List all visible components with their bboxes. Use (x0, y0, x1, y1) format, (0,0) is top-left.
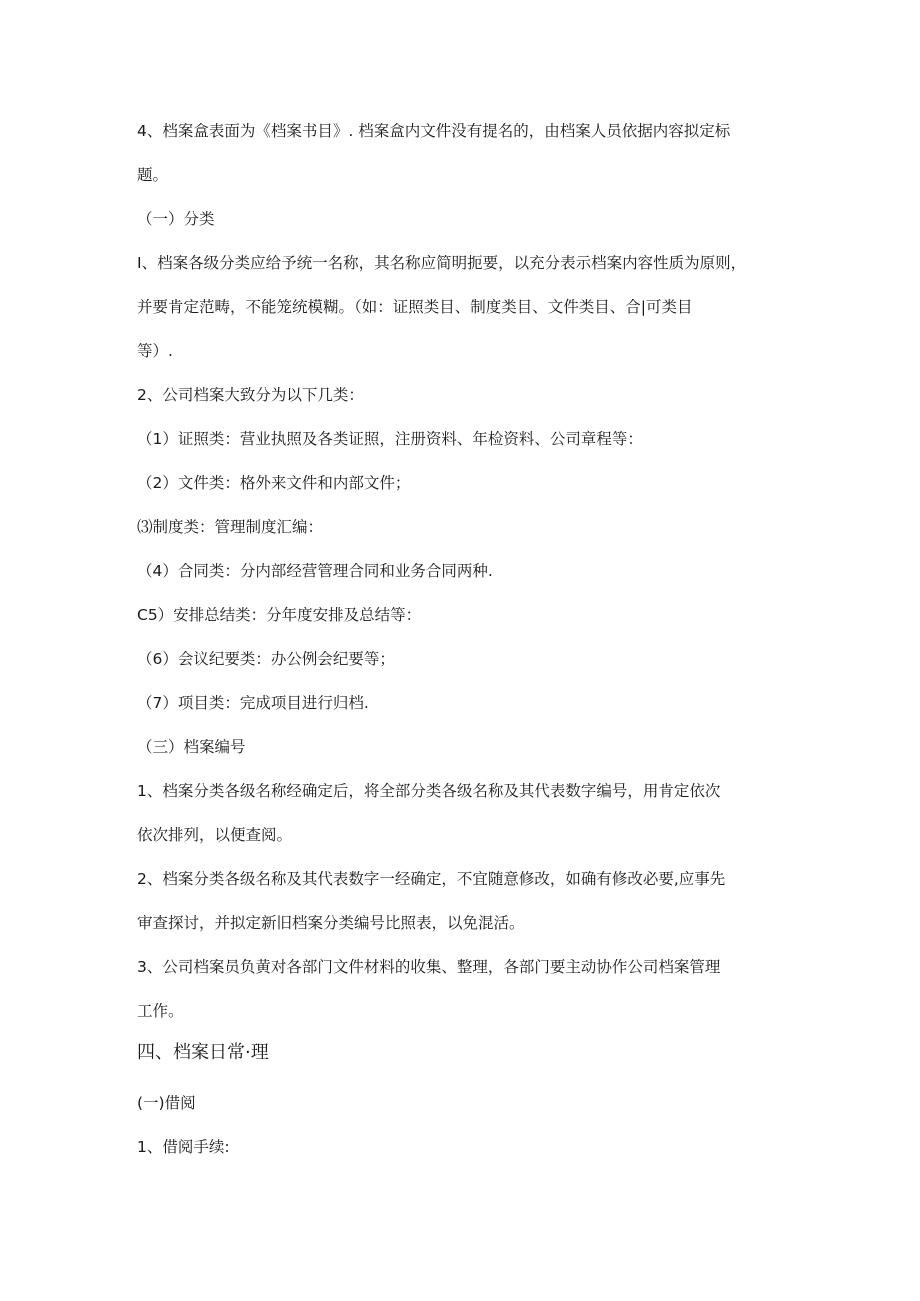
section-heading-classification: （一）分类 (137, 210, 215, 228)
paragraph-item-1-line-2: 并要肯定范畴，不能笼统模糊。（如：证照类目、制度类目、文件类目、合|可类目 (137, 298, 693, 316)
list-item-regulations: ⑶制度类：管理制度汇编： (137, 518, 324, 536)
list-item-files: （2）文件类：格外来文件和内部文件； (137, 474, 411, 492)
list-item-meeting-minutes: （6）会议纪要类：办公例会纪要等； (137, 650, 395, 668)
section-heading-numbering: （三）档案编号 (137, 738, 246, 756)
numbering-item-1-line-1: 1、档案分类各级名称经确定后，将全部分类各级名称及其代表数字编号，用肯定依次 (137, 782, 721, 800)
numbering-item-3-line-1: 3、公司档案员负黄对各部门文件材料的收集、整理，各部门要主动协作公司档案管理 (137, 958, 721, 976)
list-item-projects: （7）项目类：完成项目进行归档. (137, 694, 369, 712)
paragraph-item-4-line-1: 4、档案盒表面为《档案书目》. 档案盒内文件没有提名的，由档案人员依据内容拟定标 (137, 122, 731, 140)
list-item-certificates: （1）证照类：营业执照及各类证照，注册资料、年检资料、公司章程等： (137, 430, 643, 448)
list-item-plans-summaries: C5）安排总结类：分年度安排及总结等： (137, 606, 422, 624)
chapter-heading-daily-management: 四、档案日常·理 (137, 1042, 269, 1063)
list-item-contracts: （4）合同类：分内部经营管理合同和业务合同两种. (137, 562, 493, 580)
paragraph-item-2: 2、公司档案大致分为以下几类： (137, 386, 364, 404)
paragraph-item-1-line-3: 等）. (137, 342, 173, 360)
section-heading-borrowing: (一)借阅 (137, 1094, 196, 1112)
paragraph-item-1-line-1: I、档案各级分类应给予统一名称，其名称应简明扼要，以充分表示档案内容性质为原则， (137, 254, 747, 272)
numbering-item-3-line-2: 工作。 (137, 1002, 184, 1020)
borrowing-item-1: 1、借阅手续: (137, 1138, 230, 1156)
paragraph-item-4-line-2: 题。 (137, 166, 169, 184)
numbering-item-2-line-1: 2、档案分类各级名称及其代表数字一经确定，不宜随意修改，如确有修改必要,应事先 (137, 870, 726, 888)
numbering-item-1-line-2: 依次排列，以便查阅。 (137, 826, 293, 844)
numbering-item-2-line-2: 审查探讨，并拟定新旧档案分类编号比照表，以免混活。 (137, 914, 525, 932)
